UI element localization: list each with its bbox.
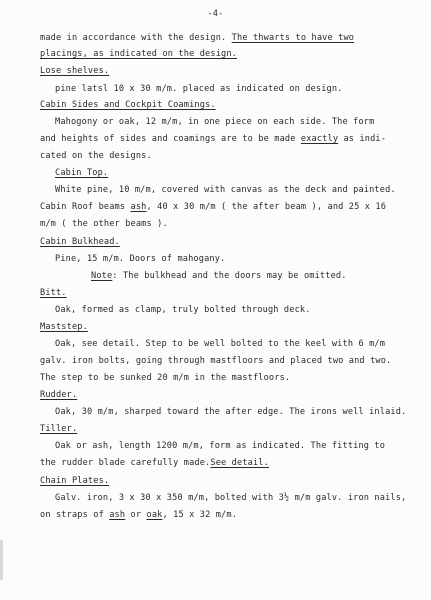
underlined-text: Cabin Top.	[55, 168, 109, 178]
text-line	[40, 202, 386, 213]
text-segment: Cabin Roof beams	[40, 202, 131, 212]
text-segment: Galv. iron, 3 x 30 x 350 m/m, bolted with 3½ m/m galv. iron nails,	[55, 493, 407, 503]
text-segment: pine latsl 10 x 30 m/m. placed as indicated on design.	[55, 84, 343, 94]
text-line	[40, 66, 109, 77]
text-line	[55, 407, 406, 418]
text-segment: Pine, 15 m/m. Doors of mahogany.	[55, 254, 226, 264]
underlined-text: Chain Plates.	[40, 476, 110, 486]
text-line	[40, 100, 216, 111]
text-line	[40, 424, 77, 435]
underlined-text: ash	[109, 510, 126, 520]
text-segment: cated on the designs.	[40, 151, 152, 161]
text-line	[40, 288, 67, 299]
text-line	[55, 168, 108, 179]
underlined-text: Lose shelves.	[40, 66, 110, 76]
text-line	[55, 339, 385, 350]
underlined-text: Cabin Sides and Cockpit Coamings.	[40, 100, 216, 110]
text-segment: galv. iron bolts, going through mastfloors and placed two and two.	[40, 356, 392, 366]
text-line	[40, 510, 237, 521]
underlined-text: Maststep.	[40, 322, 88, 332]
text-line	[40, 237, 120, 248]
text-segment: on straps of	[40, 510, 110, 520]
text-line	[40, 458, 269, 469]
underlined-text: ash	[130, 202, 147, 212]
underlined-text: Rudder.	[40, 390, 78, 400]
text-segment: as indi-	[338, 134, 387, 144]
underlined-text: Bitt.	[40, 288, 67, 298]
underlined-text: Cabin Bulkhead.	[40, 237, 120, 247]
text-segment: Oak, 30 m/m, sharped toward the after edge. The irons well inlaid.	[55, 407, 407, 417]
text-line	[55, 305, 311, 316]
text-segment: : The bulkhead and the doors may be omitted.	[112, 271, 347, 281]
text-segment: m/m ( the other beams ).	[40, 219, 168, 229]
text-line	[55, 84, 343, 95]
text-line	[40, 476, 109, 487]
text-segment: The step to be sunked 20 m/m in the mastfloors.	[40, 373, 291, 383]
page-number: -4-	[207, 9, 224, 19]
underlined-text: Note	[91, 271, 113, 281]
text-line	[40, 390, 77, 401]
underlined-text: oak	[146, 510, 163, 520]
text-line	[40, 356, 391, 367]
text-line	[55, 493, 406, 504]
text-line	[40, 322, 88, 333]
underlined-text: placings, as indicated on the design.	[40, 49, 237, 59]
text-segment: Oak or ash, length 1200 m/m, form as indicated. The fitting to	[55, 441, 386, 451]
text-segment: the rudder blade carefully made.	[40, 458, 211, 468]
text-line	[40, 33, 354, 44]
page-edge-mark	[0, 540, 3, 580]
underlined-text: See detail.	[210, 458, 269, 468]
text-segment: and heights of sides and coamings are to be made	[40, 134, 301, 144]
underlined-text: Tiller.	[40, 424, 78, 434]
text-line	[91, 271, 347, 282]
text-segment: Oak, see detail. Step to be well bolted to the keel with 6 m/m	[55, 339, 386, 349]
text-line	[40, 219, 168, 230]
text-segment: , 15 x 32 m/m.	[162, 510, 238, 520]
text-line	[55, 185, 396, 196]
underlined-text: The thwarts to have two	[231, 33, 355, 43]
text-line	[40, 49, 237, 60]
text-line	[40, 134, 386, 145]
text-segment: made in accordance with the design.	[40, 33, 232, 43]
text-segment: White pine, 10 m/m, covered with canvas as the deck and painted.	[55, 185, 396, 195]
underlined-text: exactly	[300, 134, 339, 144]
text-segment: Oak, formed as clamp, truly bolted through deck.	[55, 305, 311, 315]
text-line	[55, 254, 225, 265]
text-line	[55, 117, 374, 128]
text-line	[40, 373, 290, 384]
text-segment: or	[125, 510, 147, 520]
text-segment: Mahogony or oak, 12 m/m, in one piece on each side. The form	[55, 117, 375, 127]
text-segment: , 40 x 30 m/m ( the after beam ), and 25 x 16	[146, 202, 387, 212]
text-line	[40, 151, 152, 162]
text-line	[55, 441, 385, 452]
